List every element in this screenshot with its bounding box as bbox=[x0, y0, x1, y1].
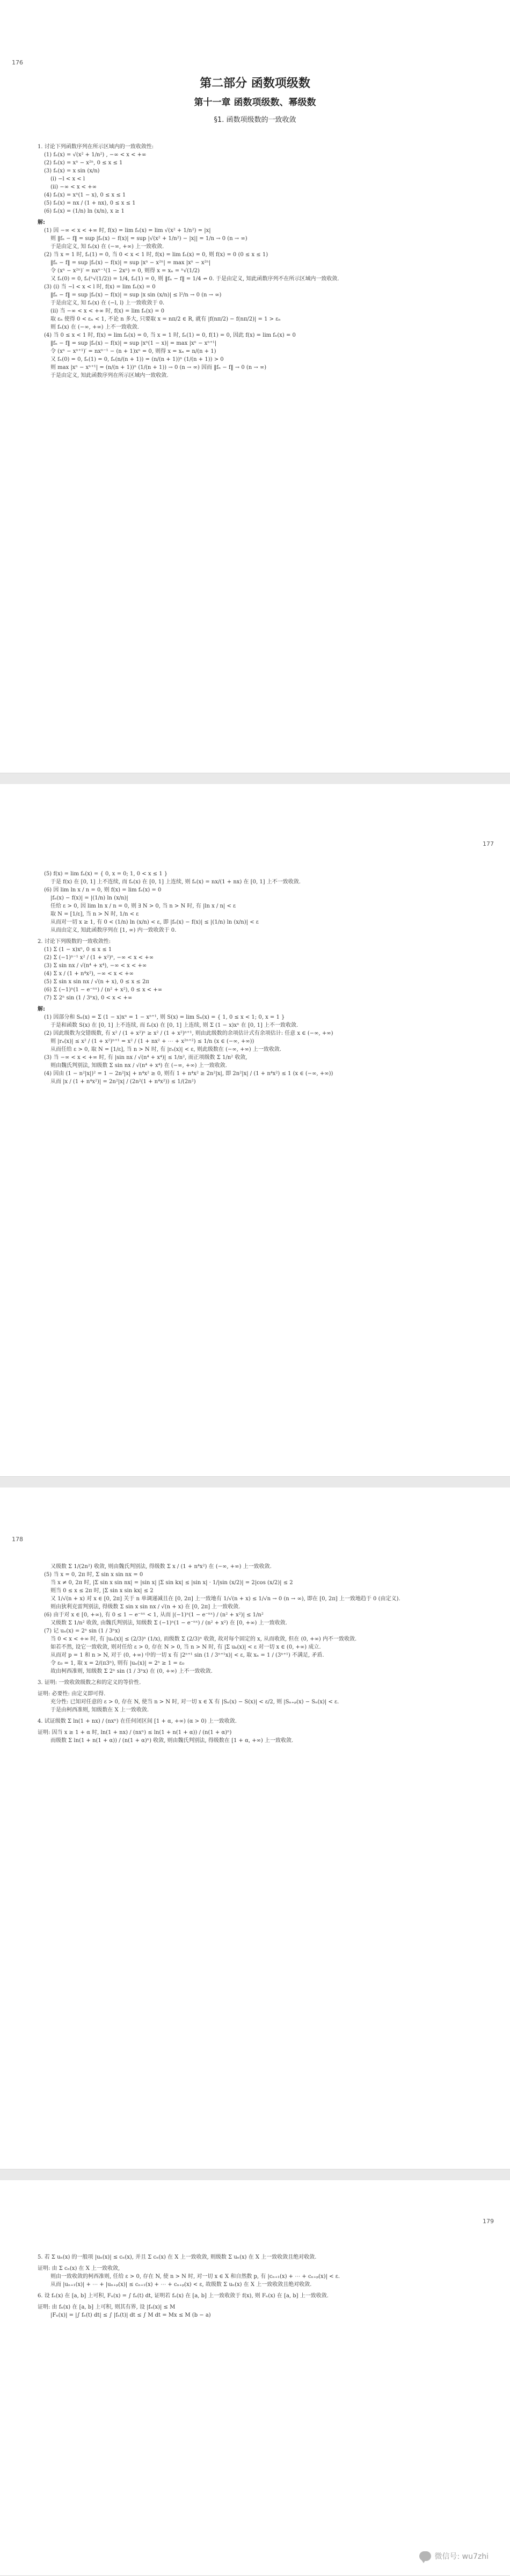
document-page-177 bbox=[0, 784, 510, 1477]
text-line: 3. 证明: 一致收敛级数之和的定义的等价性. bbox=[38, 1680, 141, 1686]
page-body bbox=[38, 140, 472, 380]
text-line: 于是由柯西准则, 知级数在 X 上一致收敛. bbox=[50, 1707, 149, 1713]
text-line: (2) fₙ(x) = xⁿ − x²ⁿ, 0 ≤ x ≤ 1 bbox=[44, 160, 123, 166]
watermark-text: 微信号: wu7zhi bbox=[434, 2552, 489, 2561]
text-line: 解: bbox=[38, 220, 45, 226]
text-line: (3) fₙ(x) = x sin (x/n) bbox=[44, 168, 100, 174]
page-number: 177 bbox=[483, 840, 494, 847]
text-line: 则 fₙ(x) 在 (−∞, +∞) 上不一致收敛. bbox=[50, 324, 139, 330]
text-line: 故由柯西准则, 知级数 Σ 2ⁿ sin (1 / 3ⁿx) 在 (0, +∞) 上不一致收敛. bbox=[50, 1668, 213, 1674]
document-page-178 bbox=[0, 1487, 510, 2169]
text-line: 如若不然, 设它一致收敛, 则对任给 ε > 0, 存在 N > 0, 当 n > N 时, 有 |Σ uₖ(x)| < ε 对一切 x ∈ (0, +∞) 成立. bbox=[50, 1644, 321, 1650]
text-line: 令 (xⁿ − x²ⁿ)′ = nxⁿ⁻¹(1 − 2xⁿ) = 0, 则得 x = xₙ = ⁿ√(1/2) bbox=[50, 268, 200, 274]
watermark bbox=[419, 2551, 489, 2562]
document-page-176 bbox=[0, 0, 510, 773]
text-line: (6) 因 lim ln x / n = 0, 则 f(x) = lim fₙ(x) = 0 bbox=[44, 887, 162, 893]
page-body bbox=[38, 2250, 472, 2319]
text-line: (1) 因 −∞ < x < +∞ 时, f(x) = lim fₙ(x) = lim √(x² + 1/n²) = |x| bbox=[44, 228, 211, 234]
text-line: 当 x ≠ 0, 2π 时, |Σ sin x sin nx| = |sin x| |Σ sin kx| ≤ |sin x| · 1/|sin (x/2)| = 2|cos (x/2)| ≤ 2 bbox=[50, 1580, 293, 1586]
text-line: 又 fₙ(0) = 0, fₙ(1) = 0, fₙ(n/(n + 1)) = (n/(n + 1))ⁿ (1/(n + 1)) > 0 bbox=[50, 357, 224, 362]
text-line: (7) 记 uₙ(x) = 2ⁿ sin (1 / 3ⁿx) bbox=[44, 1628, 120, 1634]
text-line: 5. 若 Σ uₙ(x) 的一般项 |uₙ(x)| ≤ cₙ(x), 并且 Σ cₙ(x) 在 X 上一致收敛, 则级数 Σ uₙ(x) 在 X 上一致收敛且绝对收敛. bbox=[38, 2254, 317, 2260]
text-line: (1) Σ (1 − x)xⁿ, 0 ≤ x ≤ 1 bbox=[44, 947, 112, 953]
page-body bbox=[38, 1563, 472, 1745]
text-line: (2) 当 x = 1 时, fₙ(1) = 0, 当 0 < x < 1 时, f(x) = lim fₙ(x) = 0, 则 f(x) = 0 (0 ≤ x ≤ 1) bbox=[44, 252, 268, 258]
text-line: (ii) 当 −∞ < x < +∞ 时, f(x) = lim fₙ(x) = 0 bbox=[50, 308, 165, 314]
text-line: 则由一致收敛的柯西准则, 任给 ε > 0, 存在 N, 使 n > N 时, 对一切 x ∈ X 和自然数 p, 有 |cₙ₊₁(x) + ⋯ + cₙ₊ₚ(x)| < ε. bbox=[50, 2274, 340, 2280]
text-line: 证明: 因当 x ≥ 1 + α 时, ln(1 + nx) / (nxⁿ) ≤ ln(1 + n(1 + α)) / (n(1 + α)ⁿ) bbox=[38, 1730, 232, 1736]
text-line: 4. 试证级数 Σ ln(1 + nx) / (nxⁿ) 在任何闭区间 [1 + α, +∞) (α > 0) 上一致收敛. bbox=[38, 1718, 237, 1724]
page-number: 178 bbox=[12, 1536, 23, 1543]
text-line: (5) fₙ(x) = nx / (1 + nx), 0 ≤ x ≤ 1 bbox=[44, 200, 136, 206]
text-line: 充分性: 已知对任意的 ε > 0, 存在 N, 使当 n > N 时, 对一切 x ∈ X 有 |Sₙ(x) − S(x)| < ε/2, 则 |Sₙ₊ₚ(x) − Sₙ(x)| < ε. bbox=[50, 1699, 339, 1705]
text-line: (6) 由于对 x ∈ [0, +∞), 有 0 ≤ 1 − e⁻ⁿˣ < 1, 从而 |(−1)ⁿ(1 − e⁻ⁿˣ) / (n² + x²)| ≤ 1/n² bbox=[44, 1612, 264, 1618]
text-line: (1) 因部分和 Sₙ(x) = Σ (1 − x)xⁿ = 1 − xⁿ⁺¹, 则 S(x) = lim Sₙ(x) = { 1, 0 ≤ x < 1; 0, x = 1 } bbox=[44, 1014, 285, 1020]
chapter-title: 第十一章 函数项级数、幂级数 bbox=[194, 97, 316, 108]
text-line: 证明: 必要性: 由定义即可得. bbox=[38, 1691, 106, 1697]
text-line: (4) 当 0 ≤ x < 1 时, f(x) = lim fₙ(x) = 0, 当 x = 1 时, fₙ(1) = 0, f(1) = 0, 因此 f(x) = lim fₙ(x) = 0 bbox=[44, 332, 296, 338]
text-line: (3) Σ sin nx / √(n⁴ + x⁴), −∞ < x < +∞ bbox=[44, 963, 147, 969]
page-number: 179 bbox=[483, 2218, 494, 2225]
text-line: 于是和函数 S(x) 在 [0, 1] 上不连续, 而 fₙ(x) 在 [0, 1] 上连续, 则 Σ (1 − x)xⁿ 在 [0, 1] 上不一致收敛. bbox=[50, 1022, 298, 1028]
page-number: 176 bbox=[12, 59, 23, 66]
text-line: 则 |rₙ(x)| ≤ x² / (1 + x²)ⁿ⁺¹ = x² / (1 + nx² + ⋯ + x²ⁿ⁺²) ≤ 1/n (x ∈ (−∞, +∞)) bbox=[50, 1039, 254, 1044]
text-line: 于是由定义, 知此函数序列在所示区域内一致收敛. bbox=[50, 373, 169, 379]
text-line: (3) (i) 当 −l < x < l 时, f(x) = lim fₙ(x) = 0 bbox=[44, 284, 156, 290]
text-line: 又级数 Σ 1/n² 收敛, 由魏氏判别法, 知级数 Σ (−1)ⁿ(1 − e⁻ⁿˣ) / (n² + x²) 在 [0, +∞) 上一致收敛. bbox=[50, 1620, 287, 1626]
text-line: 于是由定义, 知 fₙ(x) 在 (−l, l) 上一致收敛于 0. bbox=[50, 300, 165, 306]
text-line: |fₙ(x) − f(x)| = |(1/n) ln (x/n)| bbox=[50, 895, 128, 901]
text-line: 又级数 Σ 1/(2n²) 收敛, 则由魏氏判别法, 得级数 Σ x / (1 + n⁴x²) 在 (−∞, +∞) 上一致收敛. bbox=[50, 1564, 272, 1570]
text-line: (5) Σ sin x sin nx / √(n + x), 0 ≤ x ≤ 2π bbox=[44, 979, 149, 985]
text-line: 又 fₙ(0) = 0, fₙ(ⁿ√(1/2)) = 1/4, fₙ(1) = 0, 则 ‖fₙ − f‖ = 1/4 ↛ 0. 于是由定义, 知此函数序列不在所示区域内一致收敛. bbox=[50, 276, 339, 282]
document-page-179 bbox=[0, 2180, 510, 2576]
text-line: 1. 讨论下列函数序列在所示区域内的一致收敛性: bbox=[38, 144, 154, 150]
text-line: 解: bbox=[38, 1006, 45, 1012]
text-line: ‖fₙ − f‖ = sup |fₙ(x) − f(x)| = sup |x sin (x/n)| ≤ l²/n → 0 (n → ∞) bbox=[50, 292, 222, 298]
text-line: (5) 当 x = 0, 2π 时, Σ sin x sin nx = 0 bbox=[44, 1572, 143, 1578]
text-line: (ii) −∞ < x < +∞ bbox=[50, 184, 97, 190]
text-line: 于是由定义, 知 fₙ(x) 在 (−∞, +∞) 上一致收敛. bbox=[50, 244, 164, 250]
text-line: (2) Σ (−1)ⁿ⁻¹ x² / (1 + x²)ⁿ, −∞ < x < +∞ bbox=[44, 955, 154, 961]
text-line: (1) fₙ(x) = √(x² + 1/n²) , −∞ < x < +∞ bbox=[44, 152, 147, 158]
text-line: (4) 因由 (1 − n²|x|)² = 1 − 2n²|x| + n⁴x² ≥ 0, 则有 1 + n⁴x² ≥ 2n²|x|, 即 2n²|x| / (1 + n⁴x²) ≤ 1 (x ∈ (−∞, +∞)) bbox=[44, 1071, 333, 1077]
text-line: (3) 当 −∞ < x < +∞ 时, 有 |sin nx / √(n⁴ + x⁴)| ≤ 1/n², 而正项级数 Σ 1/n² 收敛, bbox=[44, 1055, 247, 1061]
text-line: 则由狄利克雷判别法, 得级数 Σ sin x sin nx / √(n + x) 在 [0, 2π] 上一致收敛. bbox=[50, 1604, 241, 1610]
text-line: (2) 因此级数为交错级数, 有 x² / (1 + x²)ⁿ ≥ x² / (1 + x²)ⁿ⁺¹, 则由此级数的余项估计式有余项估计: 任意 x ∈ (−∞, +∞) bbox=[44, 1031, 333, 1036]
text-line: 取 N = [1/ε], 当 n > N 时, 1/n < ε bbox=[50, 911, 139, 917]
text-line: 于是 f(x) 在 [0, 1] 上不连续, 而 fₙ(x) 在 [0, 1] 上连续, 则 fₙ(x) = nx/(1 + nx) 在 [0, 1] 上不一致收敛. bbox=[50, 879, 301, 885]
text-line: ‖fₙ − f‖ = sup |fₙ(x) − f(x)| = sup |xⁿ − x²ⁿ| = max |xⁿ − x²ⁿ| bbox=[50, 260, 211, 266]
page-body bbox=[38, 870, 472, 1086]
text-line: (6) fₙ(x) = (1/n) ln (x/n), x ≥ 1 bbox=[44, 208, 125, 214]
text-line: 令 ε₀ = 1, 取 x = 2/(π3ⁿ), 则有 |uₙ(x)| = 2ⁿ ≥ 1 = ε₀ bbox=[50, 1660, 185, 1666]
text-line: 从而对一切 x ≥ 1, 有 0 < (1/n) ln (x/n) < ε, 即 |fₙ(x) − f(x)| ≤ |(1/n) ln (x/n)| < ε bbox=[50, 919, 259, 925]
chat-bubble-icon bbox=[419, 2551, 431, 2561]
text-line: (4) Σ x / (1 + n⁴x²), −∞ < x < +∞ bbox=[44, 971, 134, 977]
text-line: 证明: 由 Σ cₙ(x) 在 X 上一致收敛, bbox=[38, 2266, 120, 2272]
text-line: 从而任给 ε > 0, 取 N = [1/ε], 当 n > N 时, 有 |rₙ(x)| < ε, 则此级数在 (−∞, +∞) 上一致收敛. bbox=[50, 1047, 282, 1053]
text-line: 取 εₙ 使得 0 < εₙ < 1, 不论 n 多大, 只要取 x = nπ/2 ∈ R, 就有 |f(nπ/2) − f(nπ/2)| = 1 > εₙ bbox=[50, 316, 281, 322]
text-line: 则 ‖fₙ − f‖ = sup |fₙ(x) − f(x)| = sup |√(x² + 1/n²) − |x|| = 1/n → 0 (n → ∞) bbox=[50, 236, 247, 242]
text-line: (5) f(x) = lim fₙ(x) = { 0, x = 0; 1, 0 < x ≤ 1 } bbox=[44, 871, 168, 877]
text-line: (i) −l < x < l bbox=[50, 176, 85, 182]
part-title: 第二部分 函数项级数 bbox=[200, 77, 310, 90]
text-line: 从而由定义, 知此函数序列在 [1, ∞) 内一致收敛于 0. bbox=[50, 927, 177, 933]
text-line: 从而 |uₙ₊₁(x)| + ⋯ + |uₙ₊ₚ(x)| ≤ cₙ₊₁(x) + ⋯ + cₙ₊ₚ(x) < ε, 故级数 Σ uₙ(x) 在 X 上一致收敛且绝对收敛. bbox=[50, 2282, 312, 2288]
text-line: 证明: 由 fₙ(x) 在 [a, b] 上可积, 则其有界, 设 |fₙ(x)| ≤ M bbox=[38, 2304, 176, 2310]
text-line: 从而 |x / (1 + n⁴x²)| = 2n²|x| / (2n²(1 + n⁴x²)) ≤ 1/(2n²) bbox=[50, 1079, 196, 1085]
text-line: 而级数 Σ ln(1 + n(1 + α)) / (n(1 + α)ⁿ) 收敛, 则由魏氏判别法, 得级数在 [1 + α, +∞) 上一致收敛. bbox=[50, 1738, 294, 1744]
text-line: |Fₙ(x)| = |∫ fₙ(t) dt| ≤ ∫ |fₙ(t)| dt ≤ ∫ M dt = Mx ≤ M (b − a) bbox=[50, 2312, 211, 2318]
text-line: (4) fₙ(x) = xⁿ(1 − x), 0 ≤ x ≤ 1 bbox=[44, 192, 126, 198]
text-line: 则当 0 ≤ x ≤ 2π 时, |Σ sin x sin kx| ≤ 2 bbox=[50, 1588, 154, 1594]
text-line: (6) Σ (−1)ⁿ(1 − e⁻ⁿˣ) / (n² + x²), 0 ≤ x < +∞ bbox=[44, 987, 163, 993]
text-line: 则由魏氏判别法, 知级数 Σ sin nx / √(n⁴ + x⁴) 在 (−∞, +∞) 上一致收敛. bbox=[50, 1063, 227, 1069]
text-line: 令 (xⁿ − xⁿ⁺¹)′ = nxⁿ⁻¹ − (n + 1)xⁿ = 0, 则得 x = xₙ = n/(n + 1) bbox=[50, 349, 216, 354]
text-line: 当 0 < x < +∞ 时, 有 |uₙ(x)| ≤ (2/3)ⁿ (1/x), 而级数 Σ (2/3)ⁿ 收敛, 故对每个固定的 x, 从而收敛, 但在 (0, +∞) 内不一致收敛. bbox=[50, 1636, 357, 1642]
text-line: 则 max |xⁿ − xⁿ⁺¹| = (n/(n + 1))ⁿ (1/(n + 1)) → 0 (n → ∞) 因而 ‖fₙ − f‖ → 0 (n → ∞) bbox=[50, 365, 267, 371]
text-line: 6. 设 fₙ(x) 在 [a, b] 上可积, Fₙ(x) = ∫ fₙ(t) dt, 证明若 fₙ(x) 在 [a, b] 上一致收敛于 f(x), 则 Fₙ(x) 在 [a, b] 上一致收敛. bbox=[38, 2293, 329, 2299]
text-line: 任给 ε > 0, 因 lim ln x / n = 0, 则 ∃ N > 0, 当 n > N 时, 有 |ln x / n| < ε bbox=[50, 903, 236, 909]
text-line: 又 1/√(n + x) 对 x ∈ [0, 2π] 关于 n 单调递减且在 [0, 2π] 上一致地有 1/√(n + x) ≤ 1/√n → 0 (n → ∞), 即在 [0, 2π] 上一致地趋于 0 (由定义). bbox=[50, 1596, 400, 1602]
text-line: 2. 讨论下列级数的一致收敛性: bbox=[38, 939, 111, 945]
text-line: 从而对 p = 1 和 n > N, 对于 (0, +∞) 中的一切 x 有 |2ⁿ⁺¹ sin (1 / 3ⁿ⁺¹x)| < ε, 取 xₙ = 1 / (3ⁿ⁺¹) 不满足, 矛盾. bbox=[50, 1652, 324, 1658]
section-title: §1. 函数项级数的一致收敛 bbox=[214, 116, 296, 124]
text-line: (7) Σ 2ⁿ sin (1 / 3ⁿx), 0 < x < +∞ bbox=[44, 995, 133, 1001]
text-line: ‖fₙ − f‖ = sup |fₙ(x) − f(x)| = sup |xⁿ(1 − x)| = max |xⁿ − xⁿ⁺¹| bbox=[50, 340, 217, 346]
